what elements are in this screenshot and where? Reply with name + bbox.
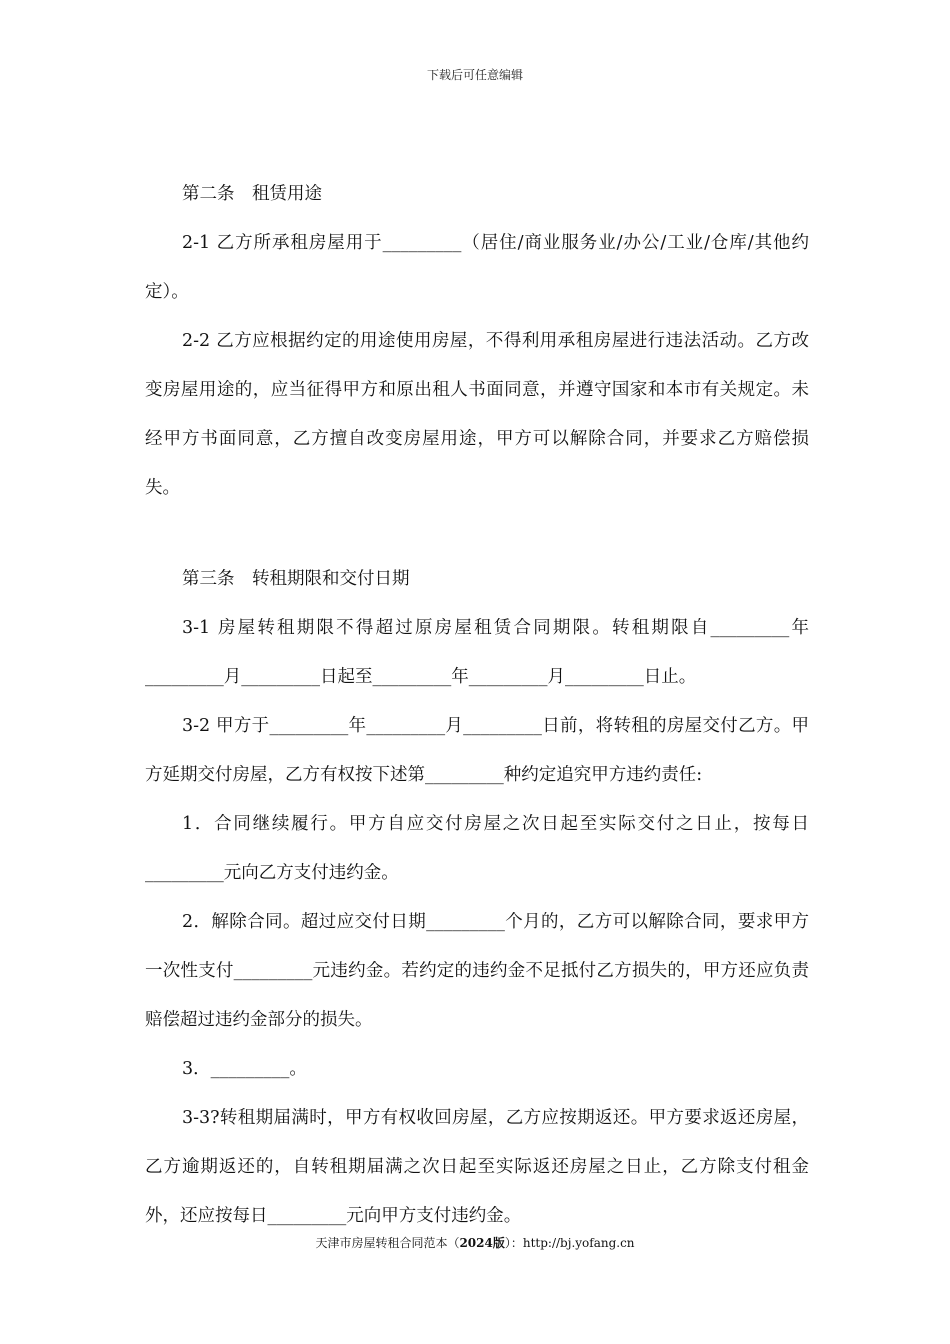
article-2-title: 第二条 租赁用途 xyxy=(182,184,322,204)
article-3-option-3: 3．_________。 xyxy=(182,1059,307,1079)
article-3-clause-1: 3-1 房屋转租期限不得超过原房屋租赁合同期限。转租期限自_________年_________月_________日起至_________年_________月_________日止。 xyxy=(145,618,809,687)
footer-suffix: ）：http://bj.yofang.cn xyxy=(504,1236,635,1250)
page-footer xyxy=(0,1234,950,1251)
document-body xyxy=(145,170,809,1241)
article-3-option-1: 1．合同继续履行。甲方自应交付房屋之次日起至实际交付之日止，按每日_________元向乙方支付违约金。 xyxy=(145,814,809,883)
article-2-clause-1: 2-1 乙方所承租房屋用于_________（居住/商业服务业/办公/工业/仓库/其他约定）。 xyxy=(145,233,809,302)
article-2-clause-2: 2-2 乙方应根据约定的用途使用房屋，不得利用承租房屋进行违法活动。乙方改变房屋用途的，应当征得甲方和原出租人书面同意，并遵守国家和本市有关规定。未经甲方书面同意，乙方擅自改变房屋用途，甲方可以解除合同，并要求乙方赔偿损失。 xyxy=(145,331,809,498)
article-3-title: 第三条 转租期限和交付日期 xyxy=(182,569,410,589)
footer-edition: 2024版 xyxy=(459,1236,505,1250)
footer-prefix: 天津市房屋转租合同范本（ xyxy=(315,1236,460,1250)
article-3-option-2: 2．解除合同。超过应交付日期_________个月的，乙方可以解除合同，要求甲方一次性支付_________元违约金。若约定的违约金不足抵付乙方损失的，甲方还应负责赔偿超过违约金部分的损失。 xyxy=(145,912,809,1030)
page-header: 下载后可任意编辑 xyxy=(426,68,523,82)
article-3-clause-3: 3-3?转租期届满时，甲方有权收回房屋，乙方应按期返还。甲方要求返还房屋，乙方逾期返还的，自转租期届满之次日起至实际返还房屋之日止，乙方除支付租金外，还应按每日_________元向甲方支付违约金。 xyxy=(145,1108,809,1226)
article-3-clause-2: 3-2 甲方于_________年_________月_________日前，将转租的房屋交付乙方。甲方延期交付房屋，乙方有权按下述第_________种约定追究甲方违约责任: xyxy=(145,716,809,785)
